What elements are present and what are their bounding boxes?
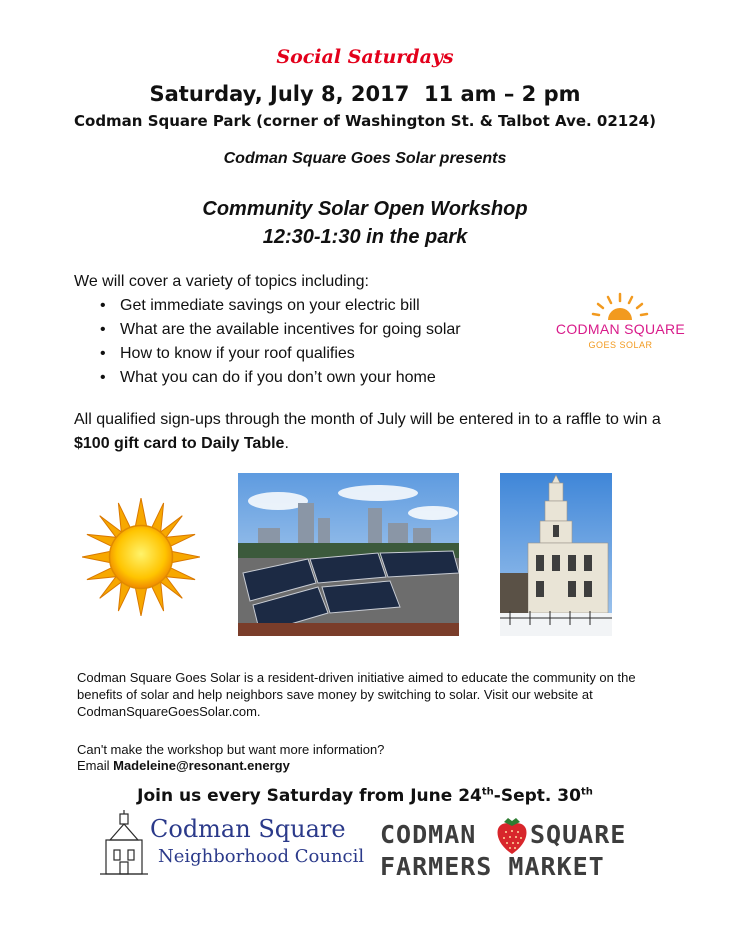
join-text-middle: -Sept. 30 bbox=[493, 786, 581, 806]
solar-logo-title: CODMAN SQUARE bbox=[555, 321, 686, 337]
presenter-line: Codman Square Goes Solar presents bbox=[223, 150, 507, 167]
topic-item: • What you can do if you don’t own your home bbox=[96, 366, 461, 390]
workshop-time: 12:30-1:30 in the park bbox=[262, 226, 468, 248]
event-series-title: Social Saturdays bbox=[276, 46, 454, 68]
join-sup-2: th bbox=[580, 786, 593, 798]
raffle-text-before: All qualified sign-ups through the month of July will be entered in to a raffle to win a bbox=[74, 411, 661, 428]
join-sup-1: th bbox=[481, 786, 494, 798]
contact-email: Madeleine@resonant.energy bbox=[113, 758, 290, 773]
join-schedule bbox=[0, 786, 730, 806]
church-steeple-photo bbox=[500, 473, 612, 636]
topic-item: • How to know if your roof qualifies bbox=[96, 342, 461, 366]
topic-item: • What are the available incentives for going solar bbox=[96, 318, 461, 342]
contact-email-line bbox=[77, 757, 290, 774]
topics-list bbox=[96, 294, 461, 390]
council-name-line2: Neighborhood Council bbox=[158, 846, 365, 867]
market-name-line1b: SQUARE bbox=[530, 820, 627, 849]
workshop-title: Community Solar Open Workshop bbox=[202, 198, 528, 220]
solar-logo-subtitle: GOES SOLAR bbox=[588, 340, 653, 350]
raffle-text-after: . bbox=[284, 435, 289, 452]
email-label: Email bbox=[77, 758, 114, 773]
council-name-line1: Codman Square bbox=[150, 815, 346, 843]
event-date-time: Saturday, July 8, 2017 11 am – 2 pm bbox=[149, 82, 581, 106]
raffle-prize: $100 gift card to Daily Table bbox=[74, 435, 285, 452]
topics-intro: We will cover a variety of topics including: bbox=[74, 273, 369, 290]
about-text: Codman Square Goes Solar is a resident-driven initiative aimed to educate the community on the benefits of solar and help neighbors save money by switching to solar. Visit our website at CodmanSquareGoesSolar.com. bbox=[77, 670, 636, 719]
raffle-text bbox=[74, 408, 674, 456]
market-name-line2: FARMERS MARKET bbox=[380, 852, 605, 881]
event-location: Codman Square Park (corner of Washington St. & Talbot Ave. 02124) bbox=[74, 112, 656, 130]
topic-item: • Get immediate savings on your electric bill bbox=[96, 294, 461, 318]
strawberry-icon bbox=[494, 814, 530, 856]
market-name-line1a: CODMAN bbox=[380, 820, 477, 849]
solar-panels-city-skyline-photo bbox=[238, 473, 459, 636]
join-text-before: Join us every Saturday from June 24 bbox=[137, 786, 482, 806]
sun-icon bbox=[82, 498, 200, 616]
info-question: Can't make the workshop but want more information? bbox=[77, 742, 385, 757]
